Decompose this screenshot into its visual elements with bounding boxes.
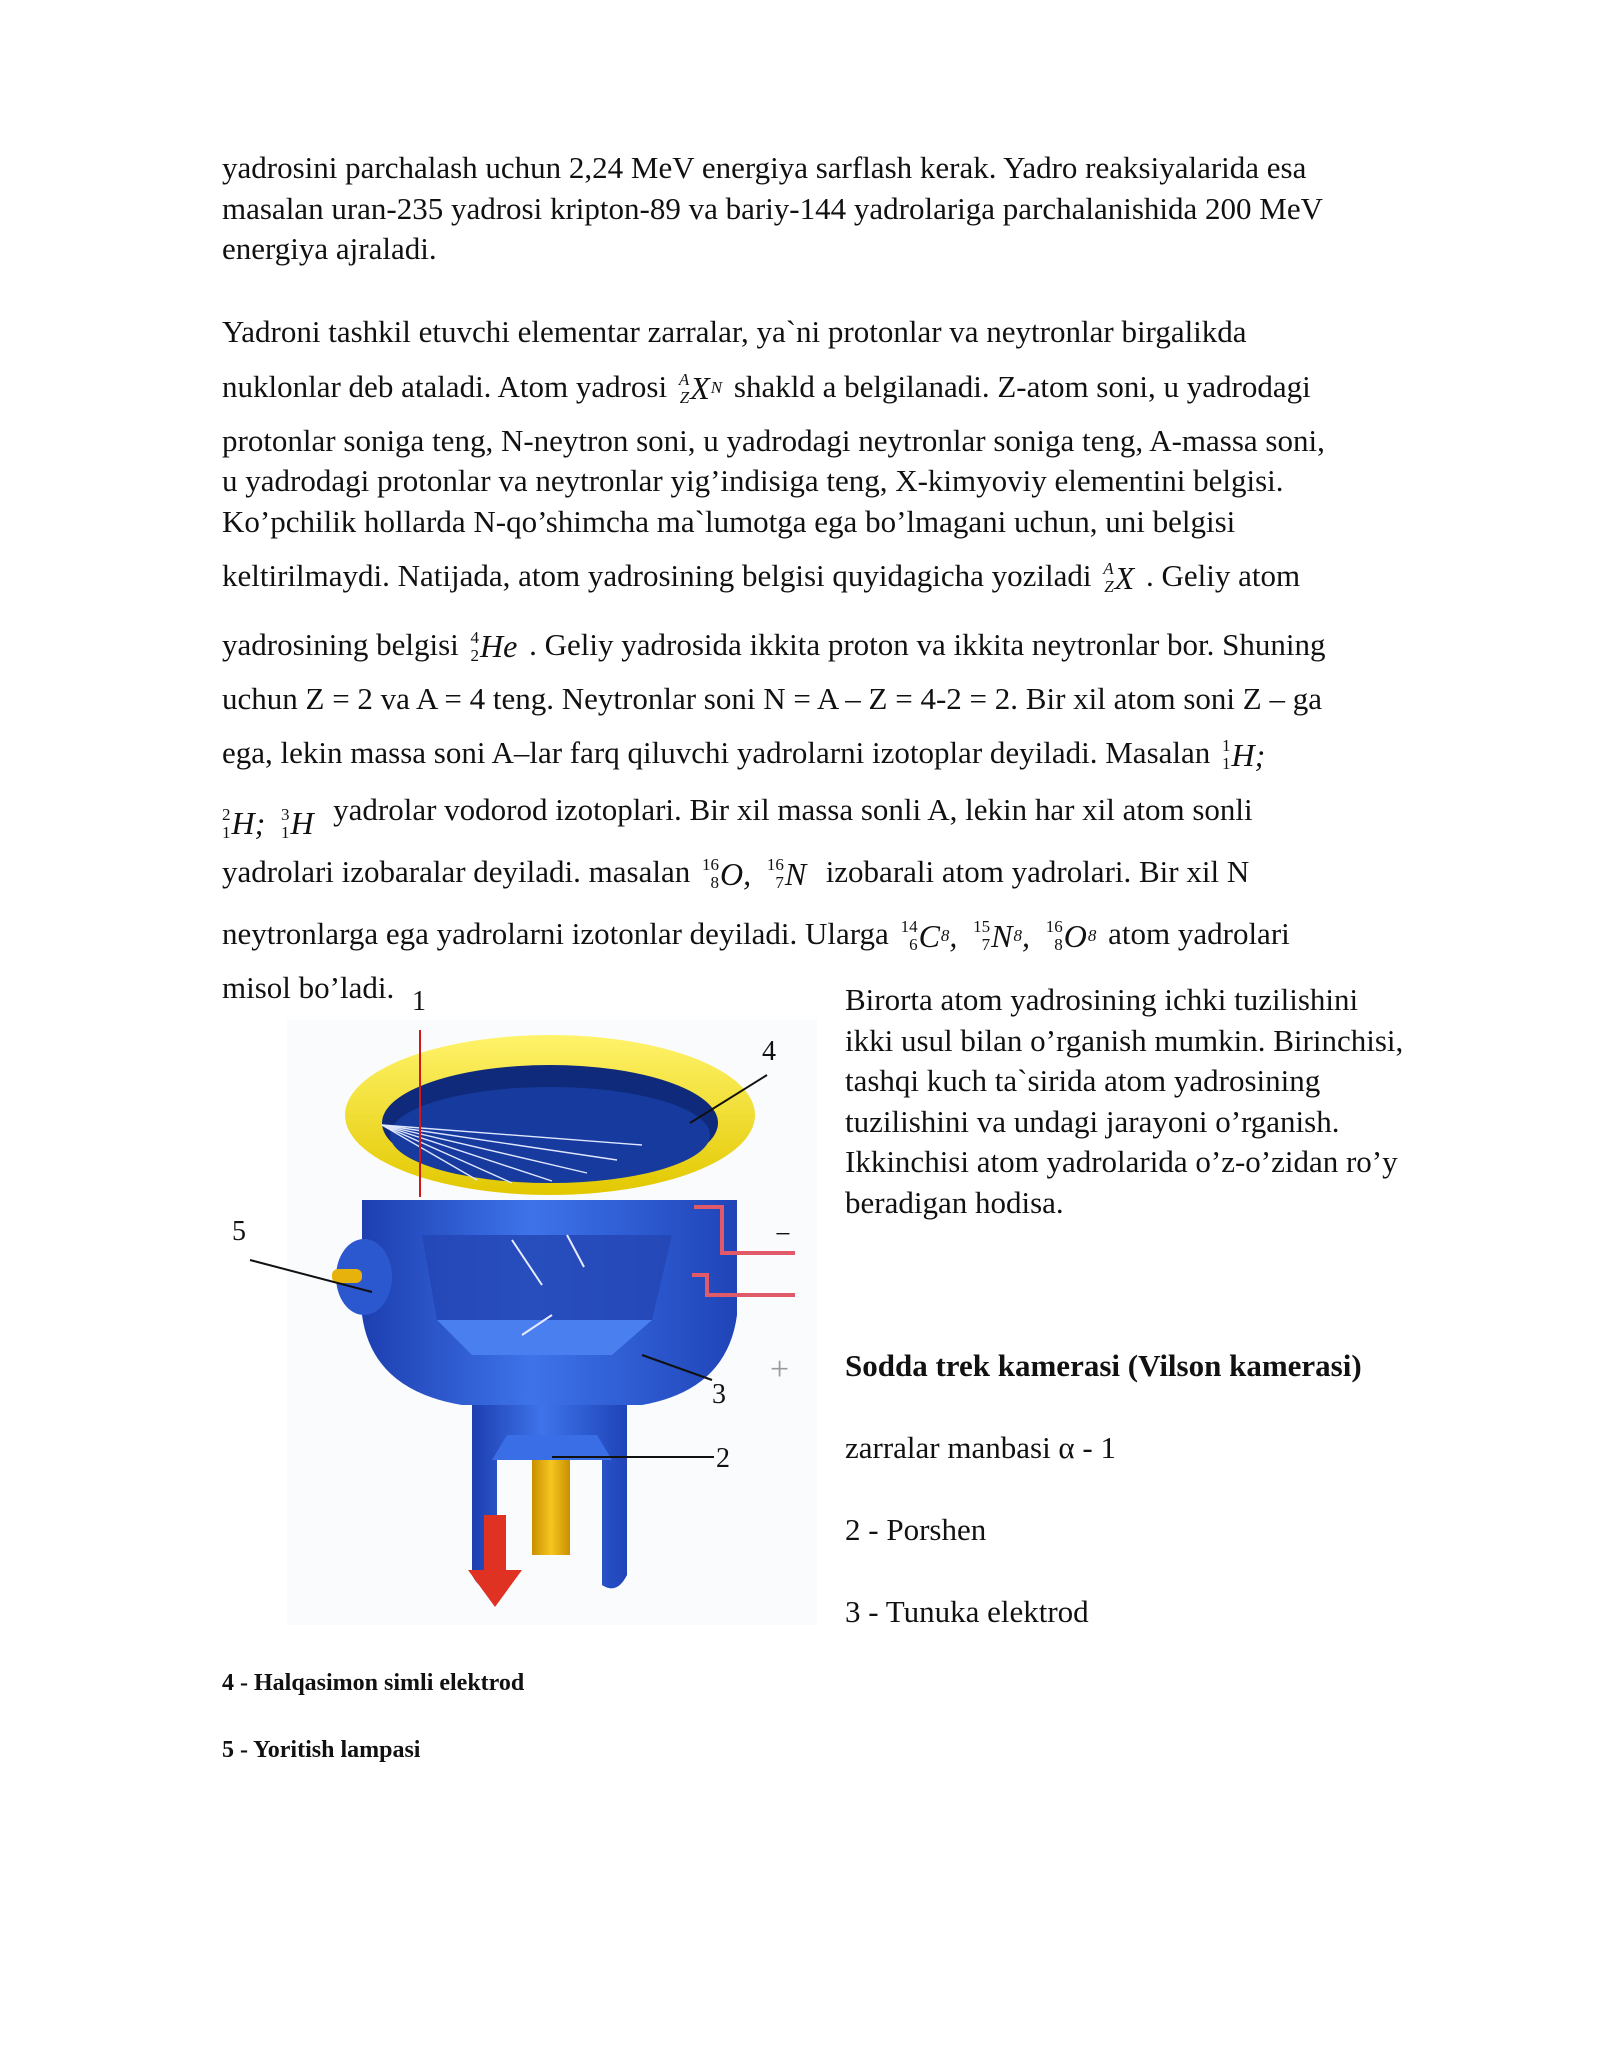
formula-nitrogen-15 [973,916,1030,957]
element-symbol: He [480,628,518,665]
mass-number: 14 [900,917,918,936]
text-line: uchun Z = 2 va A = 4 teng. Neytronlar soni N = A – Z = 4-2 = 2. Bir xil atom soni Z – ga [222,680,1322,716]
legend-item-3: 3 - Tunuka elektrod [845,1594,1089,1629]
mass-number: 16 [766,854,784,874]
text-line: Yadroni tashkil etuvchi elementar zarralar, ya`ni protonlar va neytronlar birgalikda [222,314,1247,349]
paragraph-2 [222,312,1490,1009]
atomic-number: 1 [1222,754,1231,774]
atomic-number: 6 [909,935,918,954]
text-line: protonlar soniga teng, N-neytron soni, u yadrodagi neytronlar soniga teng, A-massa soni, [222,422,1325,458]
text-line: ikki usul bilan o’rganish mumkin. Birinchisi, [845,1022,1404,1058]
plus-sign: + [770,1351,790,1388]
formula-oxygen-16 [702,854,751,895]
atomic-number: 8 [1054,935,1063,954]
element-symbol: H [290,805,314,842]
atomic-number: 1 [222,822,231,842]
separator: , [743,855,752,892]
formula-helium [471,626,518,667]
text-line: Birorta atom yadrosining ichki tuzilishini [845,982,1359,1017]
text-line: tashqi kuch ta`sirida atom yadrosining [845,1063,1321,1098]
mass-number: 2 [222,804,231,824]
caption-item-5: 5 - Yoritish lampasi [222,1737,421,1763]
mass-number: A [678,369,690,389]
atomic-number: Z [1104,577,1114,597]
text-span: izobarali atom yadrolari. Bir xil N [825,853,1250,889]
atomic-number: 7 [981,935,991,954]
text-line [222,556,1490,610]
text-span: shakld a belgilanadi. Z-atom soni, u yadrodagi [733,368,1311,404]
formula-hydrogen-1 [1222,735,1265,776]
label-5: 5 [232,1216,246,1247]
element-symbol: O [1063,917,1087,954]
text-span: ega, lekin massa soni A–lar farq qiluvchi yadrolarni izotoplar deyiladi. Masalan [222,735,1211,771]
atomic-number: 2 [470,645,480,665]
formula-hydrogen-2 [222,803,265,844]
label-1: 1 [412,986,426,1017]
text-line: yadrosini parchalash uchun 2,24 MeV energiya sarflash kerak. Yadro reaksiyalarida esa [222,150,1307,185]
separator: ; [254,805,266,842]
text-span: atom yadrolari [1108,916,1290,951]
neutron-number: N [710,378,723,398]
cloud-chamber-figure [222,985,822,1635]
element-symbol: H [1231,737,1255,773]
neutron-number: 8 [1013,925,1023,945]
atomic-number: 1 [281,822,290,842]
mass-number: 3 [281,804,290,824]
label-3: 3 [712,1379,726,1410]
piston-rod [532,1460,570,1555]
right-column-text [845,980,1505,1223]
legend-item-2: 2 - Porshen [845,1512,987,1547]
lamp-pin [332,1269,362,1283]
chamber-interior [390,1087,710,1183]
text-line: energiya ajraladi. [222,231,437,266]
text-line: masalan uran-235 yadrosi kripton-89 va bariy-144 yadrolariga parchalanishida 200 MeV [222,190,1324,226]
separator: , [949,917,958,954]
separator: ; [1254,737,1266,773]
element-symbol: N [991,917,1013,954]
mass-number: 16 [701,854,719,874]
text-line: Ikkinchisi atom yadrolarida o’z-o’zidan ro’y [845,1144,1398,1179]
inner-cavity [422,1235,672,1320]
text-span: . Geliy yadrosida ikkita proton va ikkita neytronlar bor. Shuning [529,626,1326,662]
legend-item-1: zarralar manbasi α - 1 [845,1430,1116,1465]
text-span: nuklonlar deb ataladi. Atom yadrosi [222,368,668,404]
text-line: misol bo’ladi. [222,970,395,1006]
formula-nitrogen-16 [767,854,806,895]
formula-generic [1103,558,1134,599]
element-symbol: C [918,917,940,954]
formula-carbon-14 [901,916,958,957]
text-span: yadrolari izobaralar deyiladi. masalan [222,853,691,889]
text-line: Ko’pchilik hollarda N-qo’shimcha ma`lumotga ega bo’lmagani uchun, uni belgisi [222,503,1236,539]
text-line [222,733,1490,787]
text-line: beradigan hodisa. [845,1184,1064,1220]
atomic-number: 8 [710,872,719,892]
text-line: tuzilishini va undagi jarayoni o’rganish. [845,1103,1340,1139]
formula-generic-full [679,368,722,409]
element-symbol: X [1114,560,1135,596]
text-line [222,367,1490,421]
caption-item-4: 4 - Halqasimon simli elektrod [222,1670,525,1696]
minus-sign: − [775,1219,791,1250]
text-span: yadrolar vodorod izotoplari. Bir xil massa sonli A, lekin har xil atom sonli [333,791,1253,827]
text-line [222,790,1490,844]
text-span: . Geliy atom [1145,558,1301,594]
text-line [222,914,1490,968]
separator: , [1022,917,1031,954]
formula-hydrogen-3 [281,803,314,844]
text-span: keltirilmaydi. Natijada, atom yadrosining belgisi quyidagicha yoziladi [222,558,1092,594]
text-line [222,625,1490,679]
element-symbol: N [784,855,807,892]
mass-number: 1 [1222,736,1231,756]
element-symbol: X [690,370,710,407]
label-2: 2 [716,1443,730,1474]
text-span: yadrosining belgisi [222,626,459,662]
element-symbol: O [719,855,744,892]
neutron-number: 8 [940,925,950,945]
mass-number: 15 [973,917,991,936]
atomic-number: Z [679,387,690,407]
mass-number: A [1103,559,1114,579]
atomic-number: 7 [775,872,784,892]
text-span: neytronlarga ega yadrolarni izotonlar deyiladi. Ularga [222,916,889,951]
section-heading: Sodda trek kamerasi (Vilson kamerasi) [845,1348,1362,1383]
formula-oxygen-16-n8 [1046,916,1097,957]
text-line [222,852,1490,906]
label-4: 4 [762,1036,776,1067]
text-line: u yadrodagi protonlar va neytronlar yig’indisiga teng, X-kimyoviy elementini belgisi. [222,463,1284,499]
element-symbol: H [231,805,255,842]
paragraph-1 [222,148,1490,270]
mass-number: 4 [470,627,480,647]
neutron-number: 8 [1087,925,1097,945]
mass-number: 16 [1045,917,1063,936]
